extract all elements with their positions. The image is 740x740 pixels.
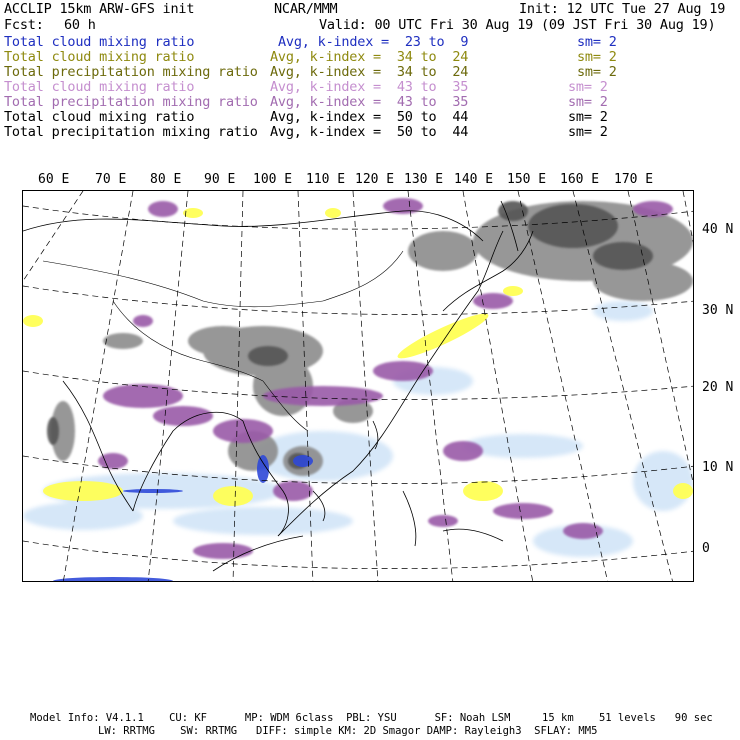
field-avg: Avg, k-index = 34 to 24	[270, 64, 469, 80]
field-name: Total cloud mixing ratio	[4, 34, 195, 50]
longitude-label: 60 E	[38, 172, 70, 187]
field-avg: Avg, k-index = 50 to 44	[270, 124, 469, 140]
field-avg: Avg, k-index = 34 to 24	[270, 49, 469, 65]
longitude-label: 140 E	[454, 172, 494, 187]
latitude-label: 40 N	[702, 222, 734, 237]
field-smooth: sm= 2	[577, 34, 617, 50]
field-smooth: sm= 2	[577, 64, 617, 80]
map-canvas	[23, 191, 694, 582]
longitude-label: 130 E	[404, 172, 444, 187]
model-info-line1: Model Info: V4.1.1 CU: KF MP: WDM 6class PBL: YSU SF: Noah LSM 15 km 51 levels 90 sec	[30, 712, 713, 724]
longitude-label: 100 E	[253, 172, 293, 187]
field-name: Total precipitation mixing ratio	[4, 94, 258, 110]
longitude-label: 110 E	[306, 172, 346, 187]
field-name: Total cloud mixing ratio	[4, 49, 195, 65]
longitude-label: 70 E	[95, 172, 127, 187]
longitude-label: 120 E	[355, 172, 395, 187]
field-avg: Avg, k-index = 50 to 44	[270, 109, 469, 125]
model-title: ACCLIP 15km ARW-GFS init	[4, 1, 195, 17]
field-smooth: sm= 2	[568, 109, 608, 125]
forecast-hours: 60 h	[64, 17, 96, 33]
field-smooth: sm= 2	[568, 124, 608, 140]
dark-gray-cloud-field	[47, 201, 653, 469]
field-avg: Avg, k-index = 43 to 35	[270, 94, 469, 110]
latitude-label: 20 N	[702, 380, 734, 395]
longitude-label: 160 E	[560, 172, 600, 187]
field-smooth: sm= 2	[577, 49, 617, 65]
forecast-label: Fcst:	[4, 17, 44, 33]
latitude-label: 10 N	[702, 460, 734, 475]
field-smooth: sm= 2	[568, 79, 608, 95]
field-name: Total precipitation mixing ratio	[4, 64, 258, 80]
valid-time: Valid: 00 UTC Fri 30 Aug 19 (09 JST Fri 30 Aug 19)	[319, 17, 716, 33]
longitude-label: 150 E	[507, 172, 547, 187]
init-time: Init: 12 UTC Tue 27 Aug 19	[519, 1, 726, 17]
field-avg: Avg, k-index = 43 to 35	[270, 79, 469, 95]
field-smooth: sm= 2	[568, 94, 608, 110]
organization: NCAR/MMM	[274, 1, 338, 17]
model-info-line2: LW: RRTMG SW: RRTMG DIFF: simple KM: 2D Smagor DAMP: Rayleigh3 SFLAY: MM5	[98, 725, 598, 737]
map-panel[interactable]	[22, 190, 694, 582]
longitude-label: 170 E	[614, 172, 654, 187]
field-name: Total cloud mixing ratio	[4, 79, 195, 95]
field-name: Total precipitation mixing ratio	[4, 124, 258, 140]
latitude-label: 30 N	[702, 303, 734, 318]
longitude-label: 80 E	[150, 172, 182, 187]
field-avg: Avg, k-index = 23 to 9	[278, 34, 469, 50]
longitude-label: 90 E	[204, 172, 236, 187]
field-name: Total cloud mixing ratio	[4, 109, 195, 125]
latitude-label: 0	[702, 541, 710, 556]
